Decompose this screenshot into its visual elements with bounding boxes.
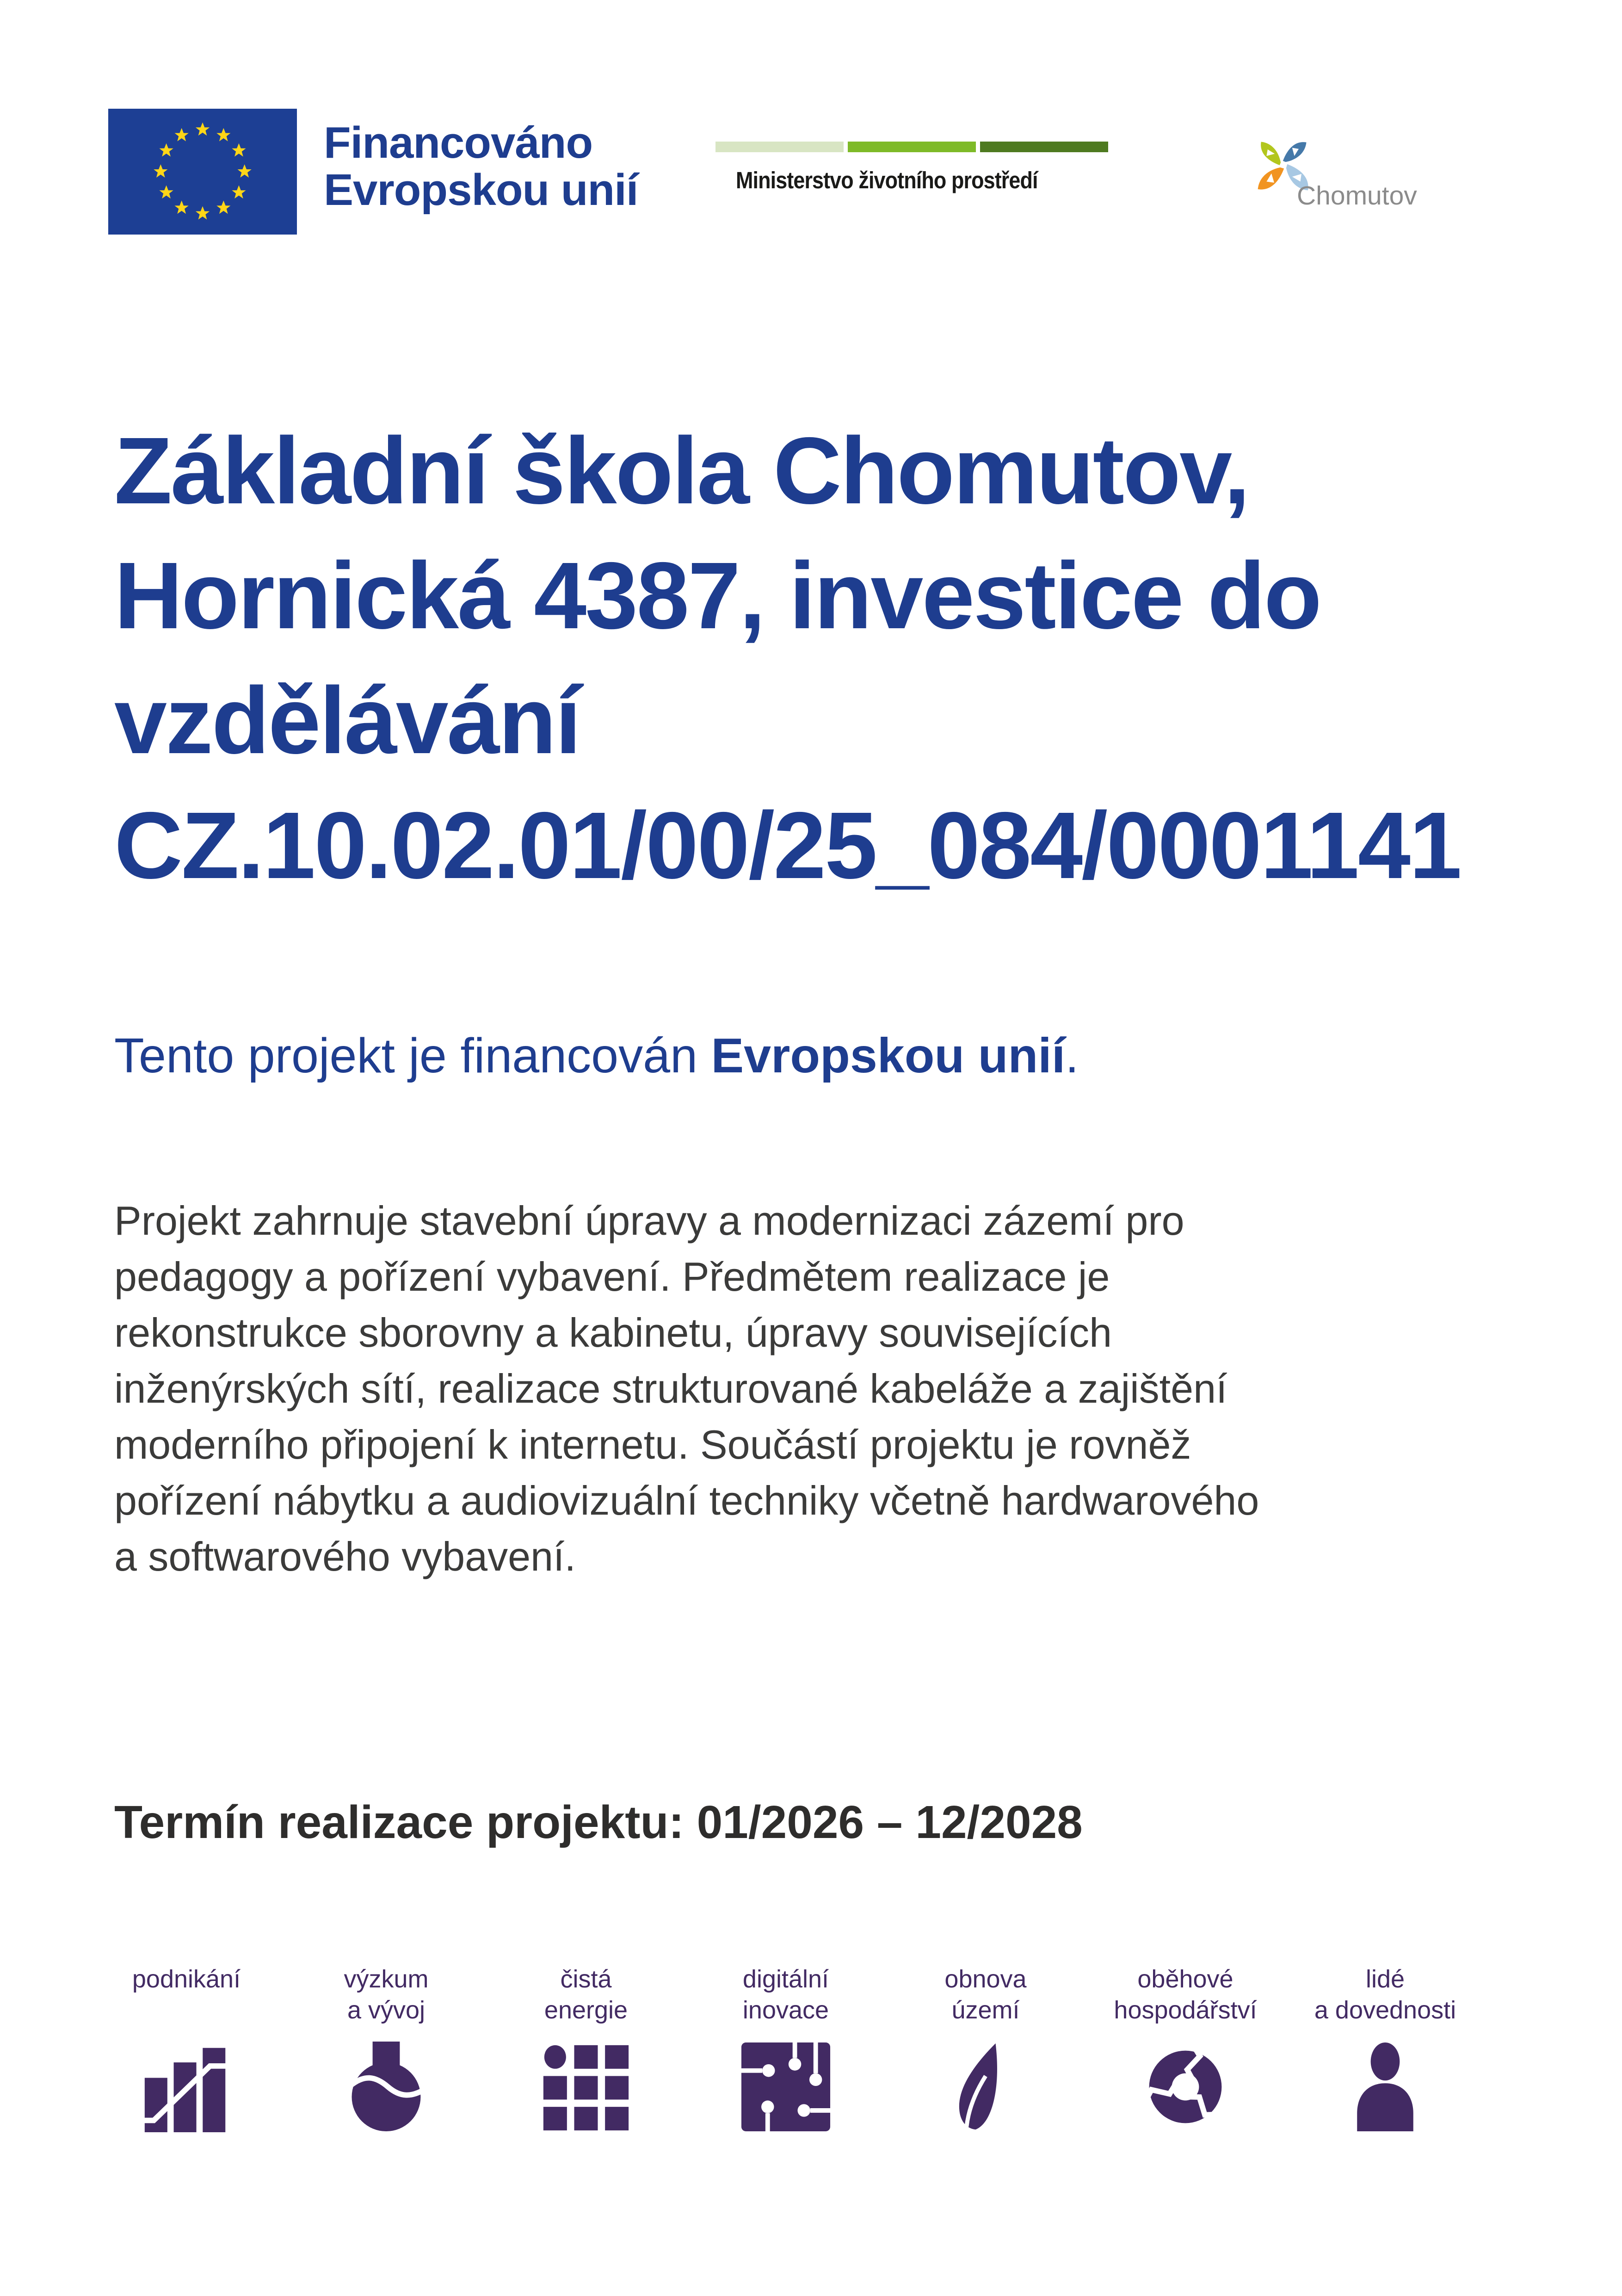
chomutov-logo	[1254, 134, 1486, 213]
project-timeline: Termín realizace projektu: 01/2026 – 12/2028	[114, 1796, 1083, 1848]
priority-label-line2: a vývoj	[347, 1996, 426, 2024]
priority-label	[132, 1964, 241, 2026]
description-line: moderního připojení k internetu. Součástí projektu je rovněž	[114, 1422, 1191, 1467]
ministry-bar-dark	[980, 142, 1108, 152]
description-line: pedagogy a pořízení vybavení. Předmětem realizace je	[114, 1254, 1110, 1300]
project-description	[114, 1193, 1259, 1584]
priority-label-line1: lidé	[1365, 1965, 1405, 1993]
flask-icon	[341, 2042, 432, 2132]
eu-priority-item	[286, 1964, 486, 2132]
priority-label	[1114, 1964, 1257, 2026]
project-title	[114, 408, 1622, 908]
priority-label-line1: čistá	[560, 1965, 612, 1993]
circular-economy-icon	[1140, 2042, 1231, 2132]
ministry-bar-mid	[848, 142, 976, 152]
eu-funding-line1: Financováno	[324, 118, 593, 167]
priority-label-line2: energie	[544, 1996, 628, 2024]
funding-statement-suffix: .	[1065, 1028, 1079, 1083]
priority-label-line2: inovace	[742, 1996, 829, 2024]
priority-label-line2: a dovednosti	[1314, 1996, 1456, 2024]
description-line: pořízení nábytku a audiovizuální techniky včetně hardwarového	[114, 1478, 1259, 1523]
funding-statement-prefix: Tento projekt je financován	[114, 1028, 711, 1083]
solar-panel-icon	[541, 2042, 631, 2132]
eu-funding-line2: Evropskou unií	[324, 165, 638, 215]
funding-statement	[114, 1028, 1079, 1084]
funding-statement-bold: Evropskou unií	[711, 1028, 1066, 1083]
priority-label	[743, 1964, 829, 2026]
ministry-name: Ministerstvo životního prostředí	[736, 167, 1038, 193]
priority-label-line1: oběhové	[1137, 1965, 1233, 1993]
priority-label-line2: území	[951, 1996, 1020, 2024]
description-line: inženýrských sítí, realizace strukturované kabeláže a zajištění	[114, 1366, 1227, 1411]
ministry-bar-light	[715, 142, 844, 152]
eu-priority-item	[686, 1964, 886, 2132]
eu-priority-item	[886, 1964, 1085, 2132]
eu-priority-item	[86, 1964, 286, 2132]
priority-label	[344, 1964, 428, 2026]
leaf-icon	[940, 2042, 1031, 2132]
description-line: a softwarového vybavení.	[114, 1534, 576, 1579]
eu-priority-item	[1285, 1964, 1485, 2132]
eu-priorities-row	[86, 1964, 1485, 2132]
priority-label-line2: hospodářství	[1114, 1996, 1257, 2024]
eu-funding-text	[324, 119, 638, 214]
priority-label-line1: digitální	[742, 1965, 829, 1993]
priority-label-line1: výzkum	[344, 1965, 429, 1993]
description-line: Projekt zahrnuje stavební úpravy a modernizaci zázemí pro	[114, 1198, 1184, 1244]
priority-label-line1: podnikání	[132, 1965, 241, 1993]
eu-priority-item	[486, 1964, 686, 2132]
bar-chart-icon	[141, 2042, 232, 2132]
priority-label	[544, 1964, 628, 2026]
project-title-line: Základní škola Chomutov,	[114, 418, 1249, 524]
priority-label	[944, 1964, 1026, 2026]
ministry-bars-icon	[715, 142, 1113, 152]
eu-priority-item	[1085, 1964, 1285, 2132]
person-icon	[1340, 2042, 1431, 2132]
ministry-logo	[715, 142, 1113, 194]
project-title-line: Hornická 4387, investice do	[114, 543, 1321, 649]
priority-label	[1314, 1964, 1456, 2026]
project-code-line: CZ.10.02.01/00/25_084/0001141	[114, 792, 1461, 898]
description-line: rekonstrukce sborovny a kabinetu, úpravy souvisejících	[114, 1310, 1112, 1355]
priority-label-line1: obnova	[944, 1965, 1027, 1993]
eu-flag-icon	[107, 109, 298, 235]
circuit-icon	[740, 2042, 831, 2132]
project-title-line: vzdělávání	[114, 668, 580, 774]
chomutov-name: Chomutov	[1297, 181, 1417, 210]
